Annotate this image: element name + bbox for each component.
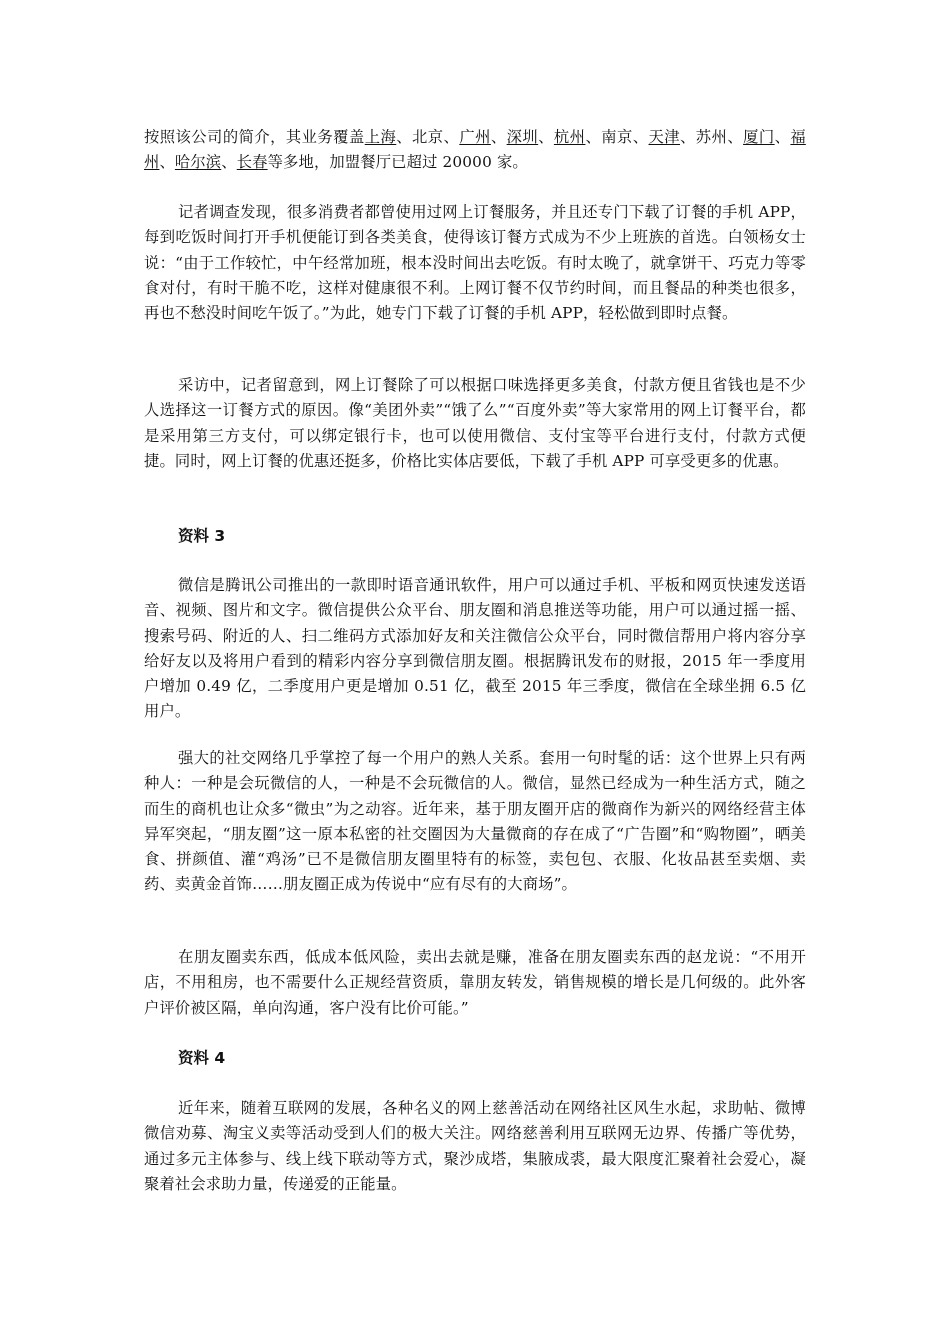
city-link-fuzhou[interactable]: 福州 bbox=[144, 128, 806, 172]
city-nanjing: 南京 bbox=[601, 128, 633, 146]
city-link-guangzhou[interactable]: 广州 bbox=[459, 128, 491, 146]
city-link-shanghai[interactable]: 上海 bbox=[364, 128, 397, 146]
paragraph-reporter-survey: 记者调查发现，很多消费者都曾使用过网上订餐服务，并且还专门下载了订餐的手机 APP，每到吃饭时间打开手机便能订到各类美食，使得该订餐方式成为不少上班族的首选。白领杨女士说：“由于工作较忙，中午经常加班，根本没时间出去吃饭。有时太晚了，就拿饼干、巧克力等零食对付，有时干脆不吃，这样对健康很不利。上网订餐不仅节约时间，而且餐品的种类也很多，再也不愁没时间吃午饭了。”为此，她专门下载了订餐的手机 APP，轻松做到即时点餐。 bbox=[144, 203, 806, 323]
city-link-shenzhen[interactable]: 深圳 bbox=[506, 128, 539, 146]
city-link-hangzhou[interactable]: 杭州 bbox=[553, 128, 586, 146]
paragraph-online-charity: 近年来，随着互联网的发展，各种名义的网上慈善活动在网络社区风生水起，求助帖、微博微信劝募、淘宝义卖等活动受到人们的极大关注。网络慈善利用互联网无边界、传播广等优势，通过多元主体参与、线上线下联动等方式，聚沙成塔，集腋成裘，最大限度汇聚着社会爱心，凝聚着社会求助力量，传递爱的正能量。 bbox=[144, 1099, 806, 1193]
coverage-lead: 按照该公司的简介，其业务覆盖 bbox=[144, 128, 365, 146]
coverage-tail: 等多地，加盟餐厅已超过 20000 家。 bbox=[267, 153, 528, 172]
paragraph-payment-convenience: 采访中，记者留意到，网上订餐除了可以根据口味选择更多美食，付款方便且省钱也是不少人选择这一订餐方式的原因。像“美团外卖”“饿了么”“百度外卖”等大家常用的网上订餐平台，都是采用第三方支付，可以绑定银行卡，也可以使用微信、支付宝等平台进行支付，付款方式便捷。同时，网上订餐的优惠还挺多，价格比实体店要低，下载了手机 APP 可享受更多的优惠。 bbox=[144, 376, 806, 470]
paragraph-wechat-intro: 微信是腾讯公司推出的一款即时语音通讯软件，用户可以通过手机、平板和网页快速发送语音、视频、图片和文字。微信提供公众平台、朋友圈和消息推送等功能，用户可以通过摇一摇、搜索号码、附近的人、扫二维码方式添加好友和关注微信公众平台，同时微信帮用户将内容分享给好友以及将用户看到的精彩内容分享到微信朋友圈。根据腾讯发布的财报，2015 年一季度用户增加 0.49 亿，二季度用户更是增加 0.51 亿，截至 2015 年三季度，微信在全球坐拥 6.5 亿用户。 bbox=[144, 576, 806, 721]
city-suzhou: 苏州 bbox=[695, 128, 728, 146]
city-link-tianjin[interactable]: 天津 bbox=[648, 128, 681, 146]
paragraph-company-coverage: 按照该公司的简介，其业务覆盖上海、北京、广州、深圳、杭州、南京、天津、苏州、厦门、福州、哈尔滨、长春等多地，加盟餐厅已超过 20000 家。 bbox=[144, 128, 806, 172]
paragraph-zhao-long-quote: 在朋友圈卖东西，低成本低风险，卖出去就是赚，准备在朋友圈卖东西的赵龙说：“不用开店，不用租房，也不需要什么正规经营资质，靠朋友转发，销售规模的增长是几何级的。此外客户评价被区隔，单向沟通，客户没有比价可能。” bbox=[144, 948, 806, 1017]
section-heading-material-3: 资料 3 bbox=[178, 527, 226, 545]
city-link-changchun[interactable]: 长春 bbox=[236, 153, 268, 172]
city-link-xiamen[interactable]: 厦门 bbox=[743, 128, 775, 146]
city-link-harbin[interactable]: 哈尔滨 bbox=[174, 153, 222, 172]
city-beijing: 北京 bbox=[412, 128, 444, 146]
paragraph-social-commerce: 强大的社交网络几乎掌控了每一个用户的熟人关系。套用一句时髦的话：这个世界上只有两种人：一种是会玩微信的人，一种是不会玩微信的人。微信，显然已经成为一种生活方式，随之而生的商机也让众多“微虫”为之动容。近年来，基于朋友圈开店的微商作为新兴的网络经营主体异军突起，“朋友圈”这一原本私密的社交圈因为大量微商的存在成了“广告圈”和“购物圈”，晒美食、拼颜值、灌“鸡汤”已不是微信朋友圈里特有的标签，卖包包、衣服、化妆品甚至卖烟、卖药、卖黄金首饰……朋友圈正成为传说中“应有尽有的大商场”。 bbox=[144, 749, 806, 894]
section-heading-material-4: 资料 4 bbox=[178, 1049, 226, 1067]
